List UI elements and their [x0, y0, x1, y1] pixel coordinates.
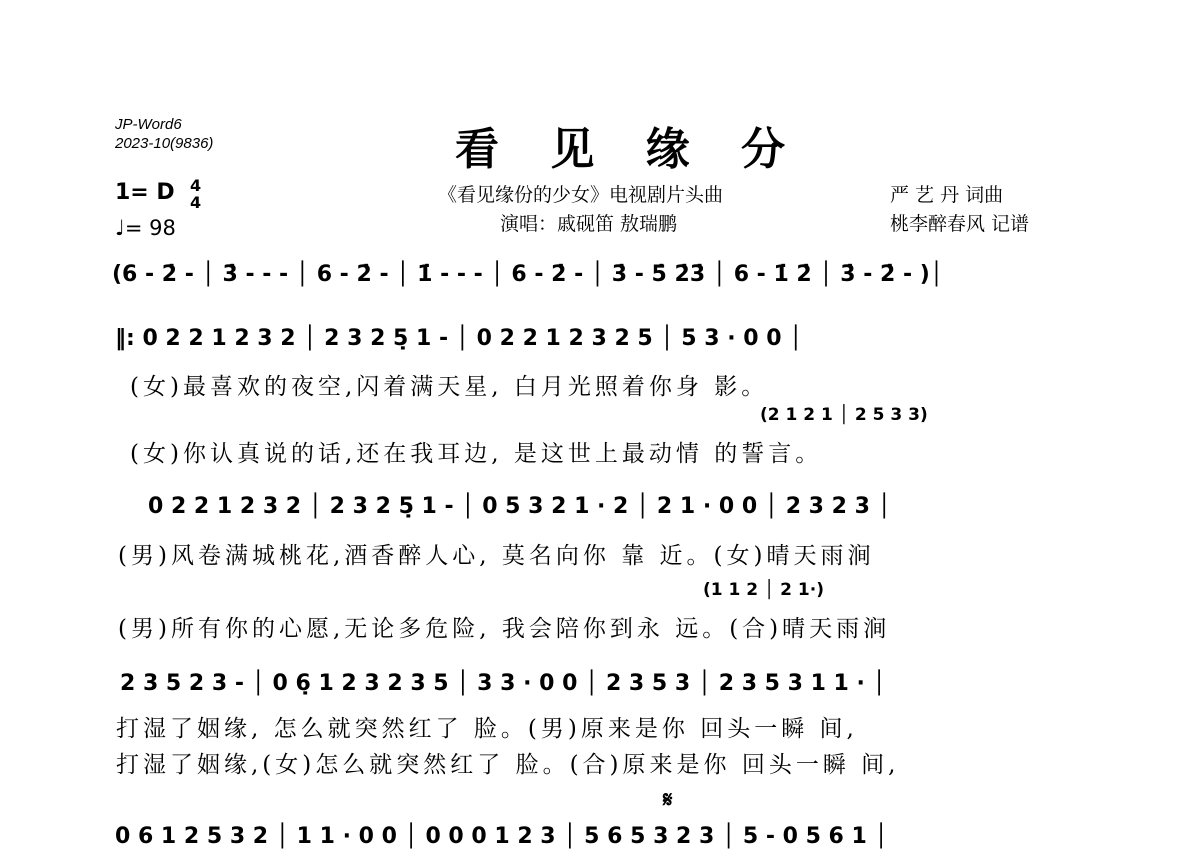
intro-notes: (6 - 2̇ - │ 3̇ - - - │ 6 - 2̇ - │ 1̇ - - - │ 6 - 2̇ - │ 3̇ - 5̇ 2̇3̇ │ 6 - 1̇ 2̇ │ 3̇ - 2̇ - )│ — [112, 262, 944, 287]
transcriber: 桃李醉春风 记谱 — [890, 213, 1030, 235]
line1-interlude: (2 1 2 1 │ 2 5 3 3) — [760, 405, 928, 425]
line2-lyric-verse2: (男)所有你的心愿,无论多危险, 我会陪你到永 远。(合)晴天雨涧 — [118, 616, 891, 642]
lyricist-composer: 严 艺 丹 词曲 — [890, 184, 1004, 206]
line2-interlude: (1 1 2 │ 2 1·) — [703, 580, 824, 600]
segno-sign: 𝄋 — [663, 788, 673, 813]
key-signature: 1= D — [115, 180, 175, 205]
singers: 演唱：戚砚笛 敖瑞鹏 — [500, 213, 678, 235]
software-label: JP-Word6 — [115, 116, 182, 133]
time-sig-top: 4 — [190, 176, 202, 195]
line3-lyric-verse2: 打湿了姻缘,(女)怎么就突然红了 脸。(合)原来是你 回头一瞬 间, — [116, 752, 900, 778]
line1-notes: ‖: 0 2 2 1 2 3 2 │ 2 3 2 5̣ 1 - │ 0 2 2 1 2 3 2 5 │ 5 3 · 0 0 │ — [115, 326, 803, 351]
line1-lyric-verse2: (女)你认真说的话,还在我耳边, 是这世上最动情 的誓言。 — [130, 441, 823, 467]
line2-notes: 0 2 2 1 2 3 2 │ 2 3 2 5̣ 1 - │ 0 5 3 2 1 · 2 │ 2 1 · 0 0 │ 2 3 2 3 │ — [148, 494, 891, 519]
tempo-mark: ♩= 98 — [115, 216, 176, 240]
time-sig-bottom: 4 — [190, 193, 202, 212]
line4-notes: 0 6 1 2 5 3 2 │ 1 1 · 0 0 │ 0 0 0 1 2 3 │ 5 6 5 3 2 3 │ 5 - 0 5 6 1 │ — [115, 824, 888, 849]
page-title: 看 见 缘 分 — [455, 124, 803, 175]
time-signature — [190, 177, 201, 211]
date-code: 2023-10(9836) — [115, 135, 214, 152]
line2-lyric-verse1: (男)风卷满城桃花,酒香醉人心, 莫名向你 靠 近。(女)晴天雨涧 — [118, 543, 875, 569]
subtitle: 《看见缘份的少女》电视剧片头曲 — [438, 184, 724, 206]
line3-lyric-verse1: 打湿了姻缘, 怎么就突然红了 脸。(男)原来是你 回头一瞬 间, — [116, 716, 858, 742]
line1-lyric-verse1: (女)最喜欢的夜空,闪着满天星, 白月光照着你身 影。 — [130, 374, 769, 400]
line3-notes: 2 3 5 2 3 - │ 0 6̣ 1 2 3 2 3 5 │ 3 3 · 0 0 │ 2 3 5 3 │ 2 3 5 3 1 1 · │ — [120, 671, 886, 696]
